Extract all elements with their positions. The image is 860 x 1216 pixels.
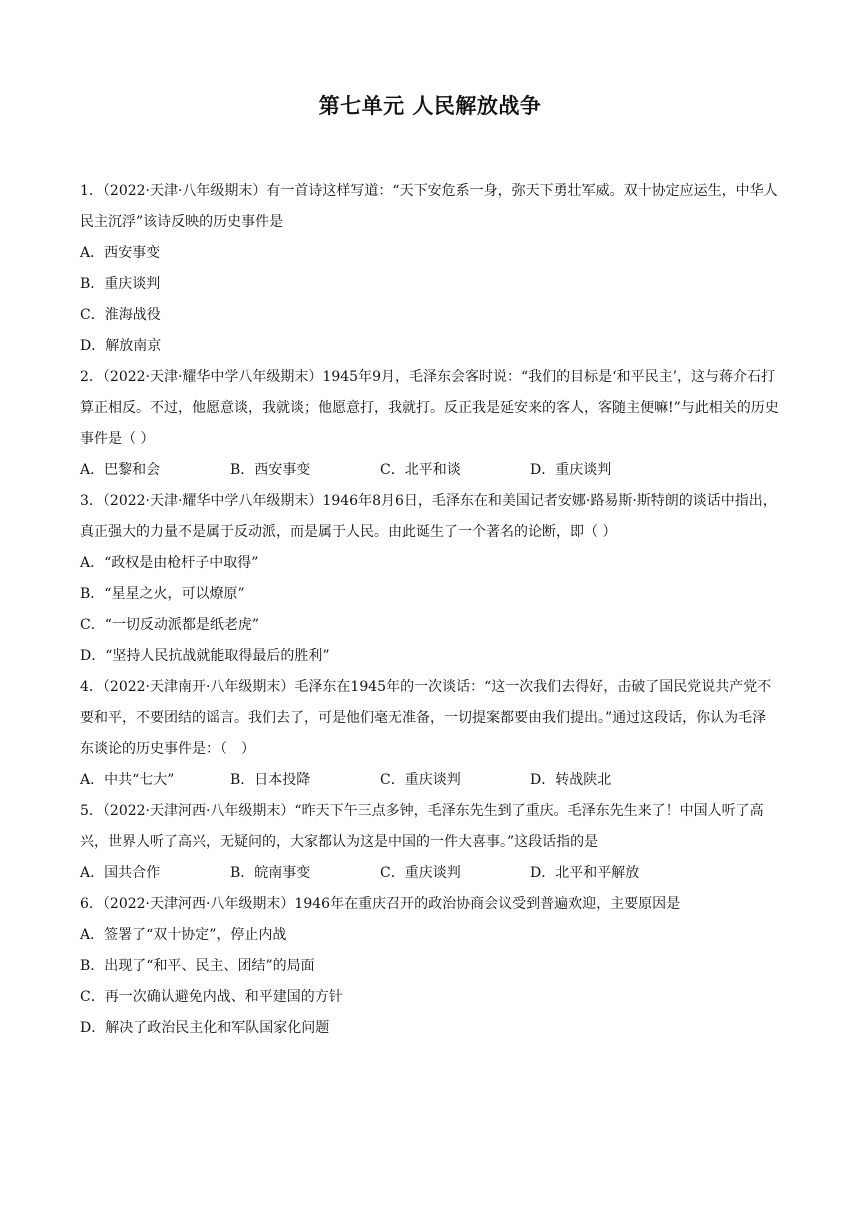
option-row	[80, 858, 780, 889]
question-item	[80, 362, 780, 486]
option-a: A．巴黎和会	[80, 462, 161, 478]
option-a: A．中共“七大”	[80, 772, 175, 788]
option-a: A．签署了“双十协定”，停止内战	[80, 927, 287, 943]
option-b: B．西安事变	[230, 462, 311, 478]
option-b: B．重庆谈判	[80, 276, 161, 292]
option-b: B．日本投降	[230, 772, 311, 788]
option-d: D．“坚持人民抗战就能取得最后的胜利”	[80, 648, 330, 664]
option-c: C．“一切反动派都是纸老虎”	[80, 617, 260, 633]
question-stem: 5．（2022·天津河西·八年级期末）“昨天下午三点多钟，毛泽东先生到了重庆。毛泽东先生来了！中国人听了高兴，世界人听了高兴，无疑问的，大家都认为这是中国的一件大喜事。”这段话指的是	[80, 803, 764, 850]
option-b: B．“星星之火，可以燎原”	[80, 586, 245, 602]
option-d: D．解放南京	[80, 338, 162, 354]
question-stem: 1．（2022·天津·八年级期末）有一首诗这样写道：“天下安危系一身，弥天下勇壮军威。双十协定应运生，中华人民主沉浮”该诗反映的历史事件是	[80, 183, 778, 230]
option-d: D．北平和平解放	[530, 865, 640, 881]
option-c: C．重庆谈判	[380, 772, 461, 788]
question-stem: 3．（2022·天津·耀华中学八年级期末）1946年8月6日，毛泽东在和美国记者安娜·路易斯·斯特朗的谈话中指出，真正强大的力量不是属于反动派，而是属于人民。由此诞生了一个著名的论断，即（ ）	[80, 493, 777, 540]
question-stem: 6．（2022·天津河西·八年级期末）1946年在重庆召开的政治协商会议受到普遍欢迎，主要原因是	[80, 896, 681, 912]
option-a: A．“政权是由枪杆子中取得”	[80, 555, 259, 571]
question-item	[80, 176, 780, 362]
question-list	[80, 176, 780, 1044]
option-d: D．重庆谈判	[530, 462, 612, 478]
option-c: C．淮海战役	[80, 307, 161, 323]
page-title: 第七单元 人民解放战争	[318, 94, 542, 118]
option-a: A．西安事变	[80, 245, 161, 261]
option-row	[80, 765, 780, 796]
question-stem: 4．（2022·天津南开·八年级期末）毛泽东在1945年的一次谈话：“这一次我们去得好，击破了国民党说共产党不要和平，不要团结的谣言。我们去了，可是他们毫无准备，一切提案都要由我们提出。”通过这段话，你认为毛泽东谈论的历史事件是：（ ）	[80, 679, 772, 757]
question-item	[80, 889, 780, 1044]
option-b: B．皖南事变	[230, 865, 311, 881]
question-stem: 2．（2022·天津·耀华中学八年级期末）1945年9月，毛泽东会客时说：“我们的目标是‘和平民主’，这与蒋介石打算正相反。不过，他愿意谈，我就谈；他愿意打，我就打。反正我是延安来的客人，客随主便嘛!”与此相关的历史事件是（ ）	[80, 369, 779, 447]
option-d: D．解决了政治民主化和军队国家化问题	[80, 1020, 330, 1036]
option-a: A．国共合作	[80, 865, 161, 881]
option-c: C．再一次确认避免内战、和平建国的方针	[80, 989, 343, 1005]
option-b: B．出现了“和平、民主、团结”的局面	[80, 958, 315, 974]
option-c: C．北平和谈	[380, 462, 461, 478]
question-item	[80, 796, 780, 889]
option-c: C．重庆谈判	[380, 865, 461, 881]
question-item	[80, 486, 780, 672]
option-d: D．转战陕北	[530, 772, 612, 788]
question-item	[80, 672, 780, 796]
option-row	[80, 455, 780, 486]
